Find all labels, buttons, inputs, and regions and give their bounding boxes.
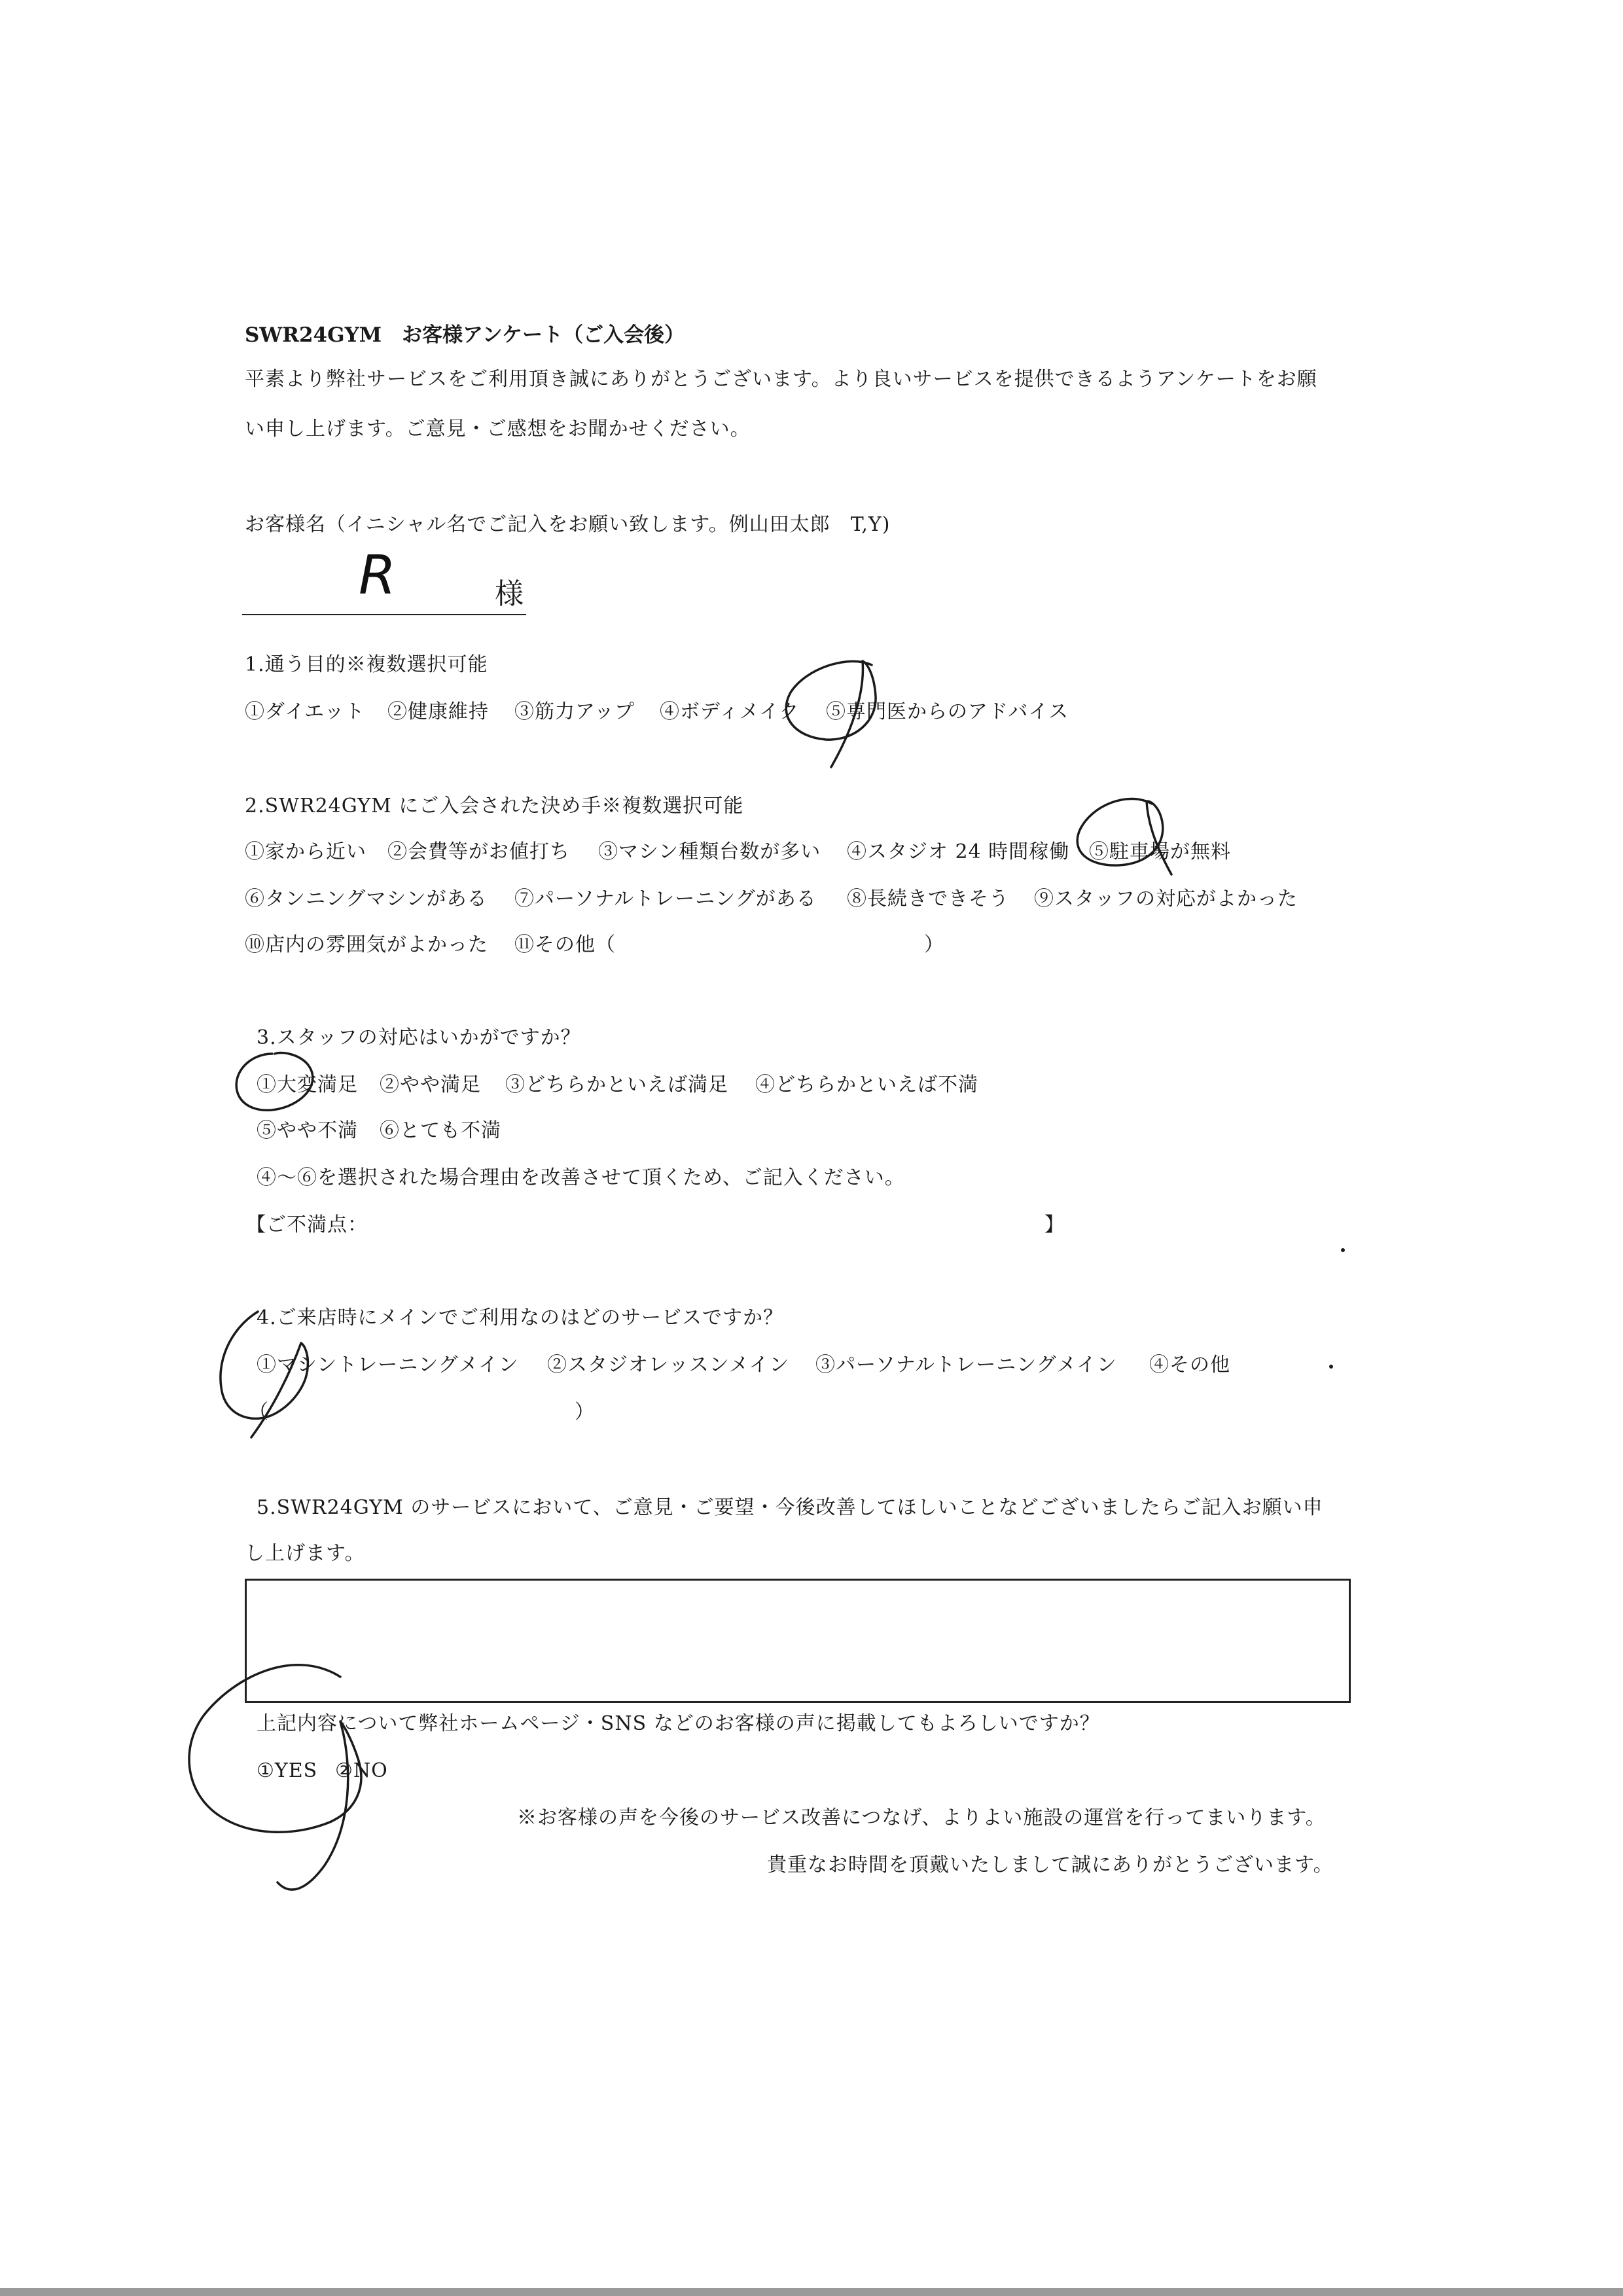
q3-complaint-open: 【ご不満点：	[246, 1213, 368, 1236]
q2-option-7[interactable]: ⑦パーソナルトレーニングがある	[514, 888, 817, 910]
stray-dot-mark	[1329, 1365, 1333, 1369]
q2-option-1[interactable]: ①家から近い	[245, 840, 366, 863]
q2-option-11[interactable]: ⑪その他（	[514, 933, 616, 956]
footer-line-2: 貴重なお時間を頂戴いたしまして誠にありがとうございます。	[767, 1854, 1334, 1876]
q3-complaint-close: 】	[1044, 1213, 1065, 1236]
q1-option-4[interactable]: ④ボディメイク	[660, 700, 800, 723]
q3-option-5[interactable]: ⑤やや不満	[257, 1119, 358, 1142]
q1-question: 1.通う目的※複数選択可能	[245, 653, 488, 676]
q4-option-1[interactable]: ①マシントレーニングメイン	[257, 1354, 519, 1376]
q2-option-5[interactable]: ⑤駐車場が無料	[1089, 840, 1231, 863]
footer-line-1: ※お客様の声を今後のサービス改善につなげ、よりよい施設の運営を行ってまいります。	[517, 1806, 1326, 1829]
q2-question: 2.SWR24GYM にご入会された決め手※複数選択可能	[245, 795, 744, 817]
q2-option-2[interactable]: ②会費等がお値打ち	[387, 840, 570, 863]
q2-option-6[interactable]: ⑥タンニングマシンがある	[245, 888, 488, 910]
q3-option-1[interactable]: ①大変満足	[257, 1073, 358, 1096]
customer-suffix: 様	[495, 577, 524, 611]
q1-option-5[interactable]: ⑤専門医からのアドバイス	[826, 700, 1069, 723]
q3-option-6[interactable]: ⑥とても不満	[380, 1119, 501, 1142]
q1-option-3[interactable]: ③筋力アップ	[514, 700, 635, 723]
q2-other-close: ）	[924, 933, 944, 956]
publish-question: 上記内容について弊社ホームページ・SNS などのお客様の声に掲載してもよろしいですか？	[257, 1712, 1100, 1735]
q2-option-3[interactable]: ③マシン種類台数が多い	[598, 840, 821, 863]
q2-option-8[interactable]: ⑧長続きできそう	[847, 888, 1009, 910]
intro-line-1: 平素より弊社サービスをご利用頂き誠にありがとうございます。より良いサービスを提供できるようアンケートをお願	[245, 368, 1317, 391]
q3-option-3[interactable]: ③どちらかといえば満足	[505, 1073, 728, 1096]
customer-name-underline	[242, 614, 526, 615]
q1-option-2[interactable]: ②健康維持	[387, 700, 489, 723]
form-title: SWR24GYM お客様アンケート（ご入会後）	[245, 323, 685, 347]
customer-name-label: お客様名（イニシャル名でご記入をお願い致します。例山田太郎 T,Y)	[245, 513, 891, 536]
q2-option-4[interactable]: ④スタジオ 24 時間稼働	[847, 840, 1070, 863]
q2-option-9[interactable]: ⑨スタッフの対応がよかった	[1034, 888, 1298, 910]
q5-question-line-1: 5.SWR24GYM のサービスにおいて、ご意見・ご要望・今後改善してほしいことなどございましたらご記入お願い申	[257, 1496, 1323, 1519]
q4-other-close: ）	[575, 1401, 595, 1424]
q4-option-2[interactable]: ②スタジオレッスンメイン	[547, 1354, 790, 1376]
q5-question-line-2: し上げます。	[245, 1542, 365, 1565]
q5-comment-box[interactable]	[245, 1579, 1351, 1703]
scan-bottom-edge	[0, 2288, 1623, 2296]
q1-option-1[interactable]: ①ダイエット	[245, 700, 365, 723]
q4-other-open: （	[249, 1401, 269, 1424]
q2-option-10[interactable]: ⑩店内の雰囲気がよかった	[245, 933, 488, 956]
q4-option-4[interactable]: ④その他	[1149, 1354, 1230, 1376]
publish-yes-option[interactable]: ①YES	[257, 1759, 318, 1782]
q3-note: ④～⑥を選択された場合理由を改善させて頂くため、ご記入ください。	[257, 1166, 905, 1189]
customer-initial-handwritten: R	[359, 545, 396, 607]
q4-question: 4.ご来店時にメインでご利用なのはどのサービスですか？	[257, 1306, 784, 1329]
q3-question: 3.スタッフの対応はいかがですか？	[257, 1026, 581, 1049]
q3-option-4[interactable]: ④どちらかといえば不満	[755, 1073, 978, 1096]
intro-line-2: い申し上げます。ご意見・ご感想をお聞かせください。	[245, 418, 751, 440]
q4-option-3[interactable]: ③パーソナルトレーニングメイン	[815, 1354, 1117, 1376]
stray-dot-mark	[1341, 1248, 1345, 1252]
q3-option-2[interactable]: ②やや満足	[380, 1073, 481, 1096]
publish-no-option[interactable]: ②NO	[335, 1759, 388, 1782]
